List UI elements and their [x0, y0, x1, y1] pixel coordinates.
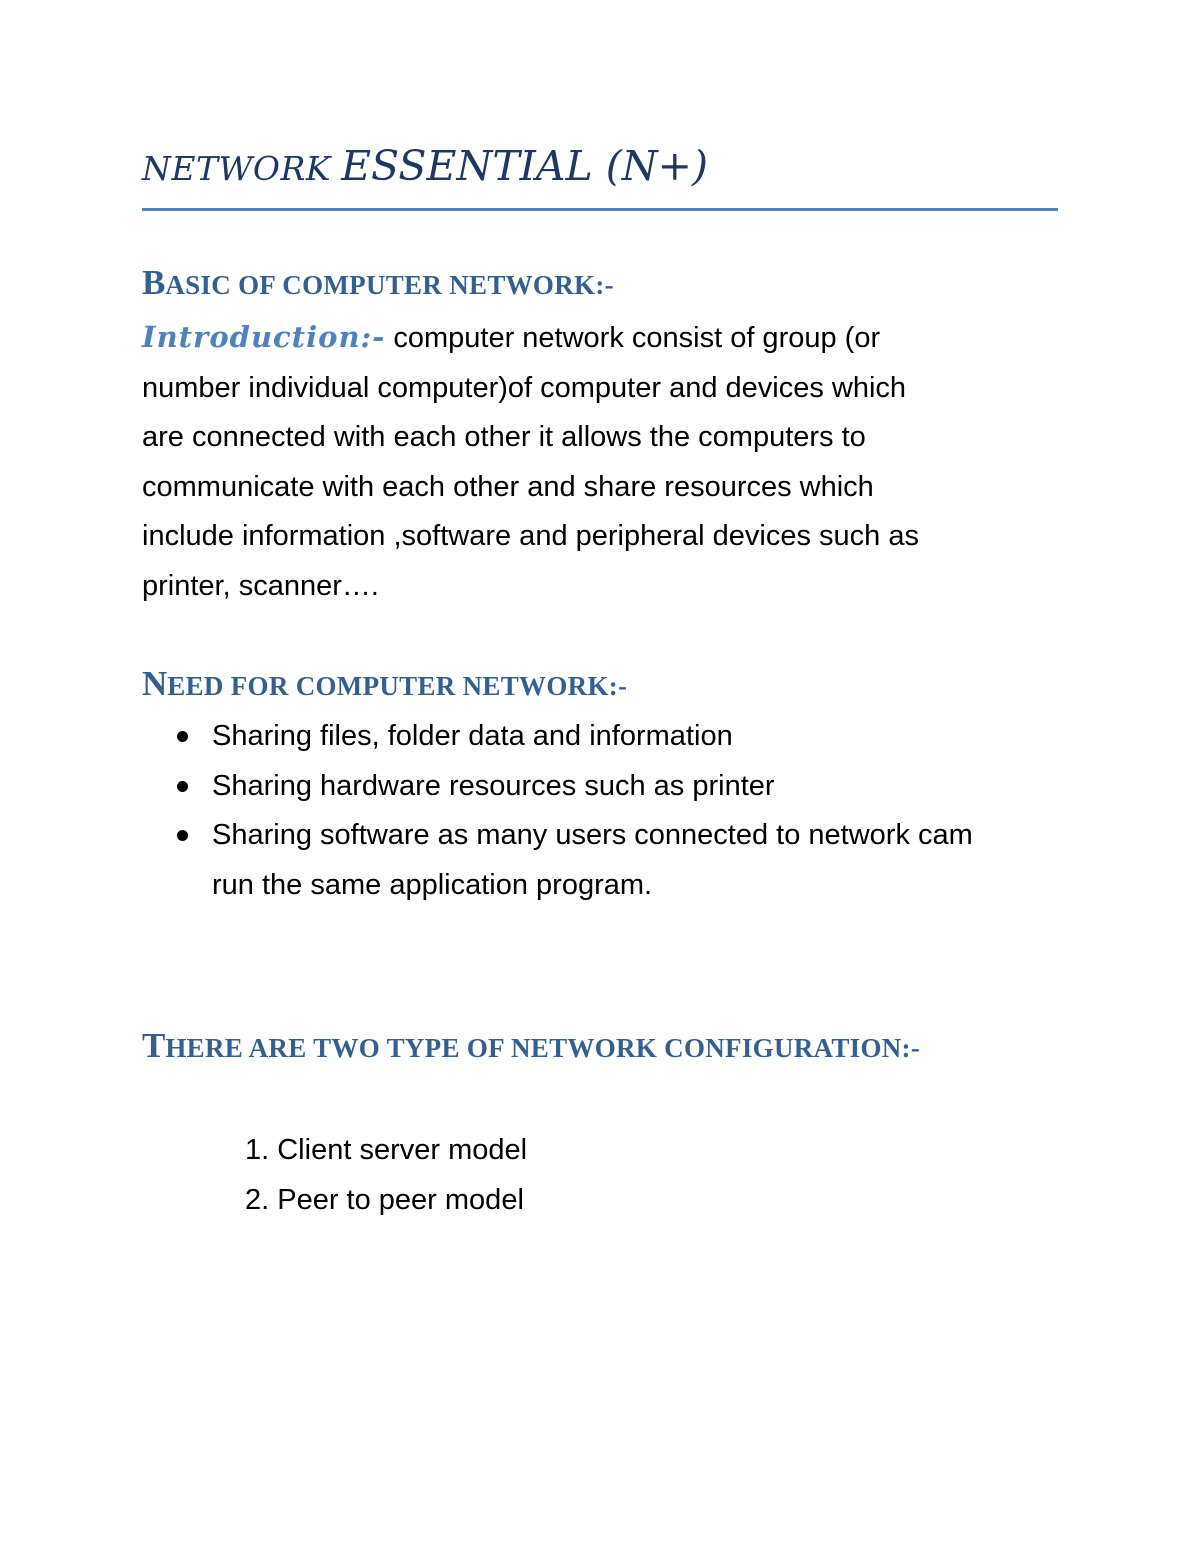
numbered-item-client-server: 1. Client server model: [245, 1134, 528, 1166]
introduction-text-1: computer network consist of group (or: [385, 322, 881, 354]
bullet-text-line-1: Sharing software as many users connected to network cam: [212, 819, 973, 851]
bullet-text: Sharing files, folder data and information: [212, 720, 733, 752]
heading-basic-rest: ASIC OF COMPUTER NETWORK:-: [165, 270, 614, 300]
bullet-text: Sharing hardware resources such as printer: [212, 769, 775, 802]
title-part-essential: ESSENTIAL (N+): [341, 142, 708, 190]
introduction-line-3: are connected with each other it allows the computers to: [142, 421, 866, 453]
bullet-item-sharing-software: [142, 811, 1082, 910]
heading-basic-of-computer-network: [142, 265, 614, 300]
heading-types-rest: HERE ARE TWO TYPE OF NETWORK CONFIGURATION:-: [165, 1033, 921, 1063]
bullet-dot-icon: [177, 830, 188, 841]
introduction-line-6: printer, scanner….: [142, 569, 379, 602]
numbered-item-peer-to-peer: 2. Peer to peer model: [245, 1183, 524, 1216]
configuration-numbered-list: [245, 1126, 527, 1225]
heading-network-configuration-types: [142, 1028, 920, 1063]
bullet-text-line-2: run the same application program.: [212, 868, 653, 901]
document-title: [142, 142, 1058, 190]
bullet-dot-icon: [177, 781, 188, 792]
introduction-line-1: [142, 313, 1072, 364]
heading-types-initial: T: [142, 1026, 166, 1065]
title-underline-rule: [142, 208, 1058, 211]
title-part-network: NETWORK: [142, 149, 331, 188]
need-bullet-list: [142, 712, 1082, 910]
heading-need-rest: EED FOR COMPUTER NETWORK:-: [167, 671, 628, 701]
heading-basic-initial: B: [142, 263, 166, 302]
heading-need-initial: N: [142, 664, 168, 703]
introduction-line-4: communicate with each other and share resources which: [142, 470, 874, 503]
bullet-dot-icon: [177, 731, 188, 742]
heading-need-for-computer-network: [142, 666, 627, 701]
introduction-label: Introduction:-: [142, 320, 386, 354]
introduction-line-5: include information ,software and peripheral devices such as: [142, 520, 919, 552]
introduction-line-2: number individual computer)of computer and devices which: [142, 371, 907, 404]
bullet-item-sharing-hardware: [142, 762, 1082, 812]
introduction-paragraph: [142, 313, 1072, 611]
bullet-item-sharing-files: [142, 712, 1082, 762]
